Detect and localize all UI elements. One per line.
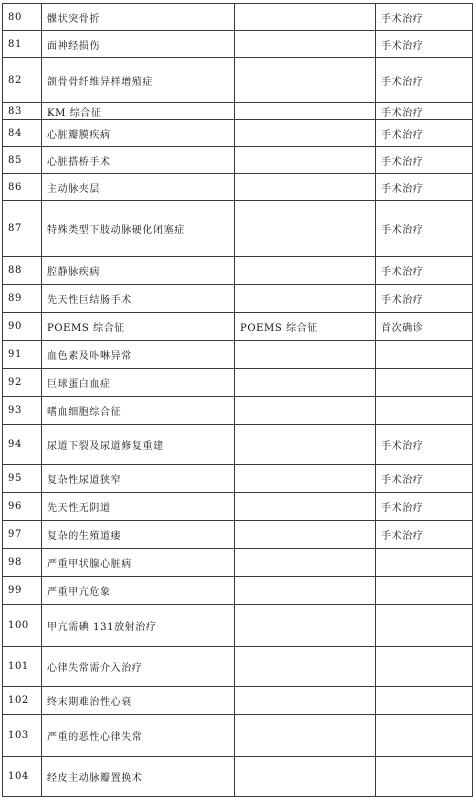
- row-number: 92: [3, 369, 42, 397]
- disease-name: 先天性巨结肠手术: [42, 285, 235, 313]
- table-row: [3, 757, 473, 797]
- row-number: 88: [3, 257, 42, 285]
- disease-name: 先天性无阴道: [42, 493, 235, 521]
- col4-cell: 手术治疗: [376, 425, 473, 465]
- disease-name: 复杂的生殖道瘘: [42, 521, 235, 549]
- table-row: [3, 605, 473, 647]
- col3-cell: [235, 577, 376, 605]
- table-body: [3, 4, 473, 797]
- row-number: 89: [3, 285, 42, 313]
- row-number: 104: [3, 757, 42, 797]
- col3-cell: [235, 120, 376, 147]
- col3-cell: [235, 549, 376, 577]
- col3-cell: POEMS 综合征: [235, 313, 376, 341]
- row-number: 84: [3, 120, 42, 147]
- disease-name: 心脏瓣膜疾病: [42, 120, 235, 147]
- col4-cell: [376, 369, 473, 397]
- row-number: 99: [3, 577, 42, 605]
- disease-name: 复杂性尿道狭窄: [42, 465, 235, 493]
- col3-cell: [235, 757, 376, 797]
- table-row: [3, 493, 473, 521]
- col3-cell: [235, 174, 376, 201]
- table-row: [3, 174, 473, 201]
- disease-name: 特殊类型下肢动脉硬化闭塞症: [42, 201, 235, 257]
- col3-cell: [235, 521, 376, 549]
- table-row: [3, 397, 473, 425]
- col4-cell: 手术治疗: [376, 4, 473, 31]
- table-row: [3, 521, 473, 549]
- col4-cell: 手术治疗: [376, 201, 473, 257]
- row-number: 94: [3, 425, 42, 465]
- row-number: 98: [3, 549, 42, 577]
- table-row: [3, 285, 473, 313]
- row-number: 85: [3, 147, 42, 174]
- col4-cell: 手术治疗: [376, 521, 473, 549]
- col3-cell: [235, 647, 376, 687]
- col3-cell: [235, 4, 376, 31]
- col4-cell: 手术治疗: [376, 174, 473, 201]
- col4-cell: [376, 605, 473, 647]
- table-row: [3, 313, 473, 341]
- col3-cell: [235, 425, 376, 465]
- col3-cell: [235, 341, 376, 369]
- row-number: 90: [3, 313, 42, 341]
- row-number: 81: [3, 31, 42, 58]
- disease-name: 主动脉夹层: [42, 174, 235, 201]
- disease-name: 尿道下裂及尿道修复重建: [42, 425, 235, 465]
- row-number: 87: [3, 201, 42, 257]
- row-number: 97: [3, 521, 42, 549]
- row-number: 82: [3, 58, 42, 103]
- row-number: 101: [3, 647, 42, 687]
- col4-cell: [376, 549, 473, 577]
- table-row: [3, 687, 473, 715]
- table-row: [3, 341, 473, 369]
- row-number: 95: [3, 465, 42, 493]
- col4-cell: 首次确诊: [376, 313, 473, 341]
- col4-cell: 手术治疗: [376, 120, 473, 147]
- col4-cell: 手术治疗: [376, 285, 473, 313]
- col4-cell: 手术治疗: [376, 103, 473, 120]
- row-number: 80: [3, 4, 42, 31]
- table-row: [3, 31, 473, 58]
- disease-name: 嗜血细胞综合征: [42, 397, 235, 425]
- col3-cell: [235, 397, 376, 425]
- table-row: [3, 58, 473, 103]
- row-number: 91: [3, 341, 42, 369]
- table-row: [3, 369, 473, 397]
- col4-cell: [376, 757, 473, 797]
- col3-cell: [235, 715, 376, 757]
- table-row: [3, 647, 473, 687]
- disease-name: POEMS 综合征: [42, 313, 235, 341]
- disease-table: [2, 3, 473, 797]
- col4-cell: [376, 341, 473, 369]
- col3-cell: [235, 257, 376, 285]
- row-number: 103: [3, 715, 42, 757]
- table-row: [3, 577, 473, 605]
- col3-cell: [235, 103, 376, 120]
- disease-name: 腔静脉疾病: [42, 257, 235, 285]
- col4-cell: [376, 715, 473, 757]
- disease-name: 终末期难治性心衰: [42, 687, 235, 715]
- row-number: 100: [3, 605, 42, 647]
- col4-cell: 手术治疗: [376, 257, 473, 285]
- table-row: [3, 147, 473, 174]
- disease-name: 经皮主动脉瓣置换术: [42, 757, 235, 797]
- table-row: [3, 465, 473, 493]
- row-number: 93: [3, 397, 42, 425]
- disease-name: 面神经损伤: [42, 31, 235, 58]
- table-row: [3, 4, 473, 31]
- col4-cell: [376, 577, 473, 605]
- disease-name: 心律失常需介入治疗: [42, 647, 235, 687]
- table-row: [3, 425, 473, 465]
- table-row: [3, 549, 473, 577]
- col3-cell: [235, 58, 376, 103]
- col3-cell: [235, 493, 376, 521]
- disease-name: 心脏搭桥手术: [42, 147, 235, 174]
- row-number: 96: [3, 493, 42, 521]
- row-number: 86: [3, 174, 42, 201]
- col4-cell: 手术治疗: [376, 31, 473, 58]
- disease-name: 严重甲状腺心脏病: [42, 549, 235, 577]
- col3-cell: [235, 465, 376, 493]
- disease-name: 严重甲亢危象: [42, 577, 235, 605]
- col3-cell: [235, 285, 376, 313]
- col4-cell: [376, 647, 473, 687]
- col4-cell: [376, 687, 473, 715]
- col3-cell: [235, 687, 376, 715]
- disease-name: 巨球蛋白血症: [42, 369, 235, 397]
- disease-name: 血色素及卟啉异常: [42, 341, 235, 369]
- col4-cell: 手术治疗: [376, 465, 473, 493]
- col4-cell: 手术治疗: [376, 58, 473, 103]
- col4-cell: [376, 397, 473, 425]
- row-number: 102: [3, 687, 42, 715]
- table-row: [3, 201, 473, 257]
- row-number: 83: [3, 103, 42, 120]
- table-row: [3, 103, 473, 120]
- col3-cell: [235, 147, 376, 174]
- col3-cell: [235, 201, 376, 257]
- col3-cell: [235, 31, 376, 58]
- table-row: [3, 257, 473, 285]
- col3-cell: [235, 369, 376, 397]
- col4-cell: 手术治疗: [376, 147, 473, 174]
- disease-name: 甲亢需碘 131放射治疗: [42, 605, 235, 647]
- disease-name: 严重的恶性心律失常: [42, 715, 235, 757]
- disease-name: KM 综合征: [42, 103, 235, 120]
- disease-name: 髁状突骨折: [42, 4, 235, 31]
- table-row: [3, 715, 473, 757]
- col3-cell: [235, 605, 376, 647]
- table-row: [3, 120, 473, 147]
- col4-cell: 手术治疗: [376, 493, 473, 521]
- disease-name: 颌骨骨纤维异样增殖症: [42, 58, 235, 103]
